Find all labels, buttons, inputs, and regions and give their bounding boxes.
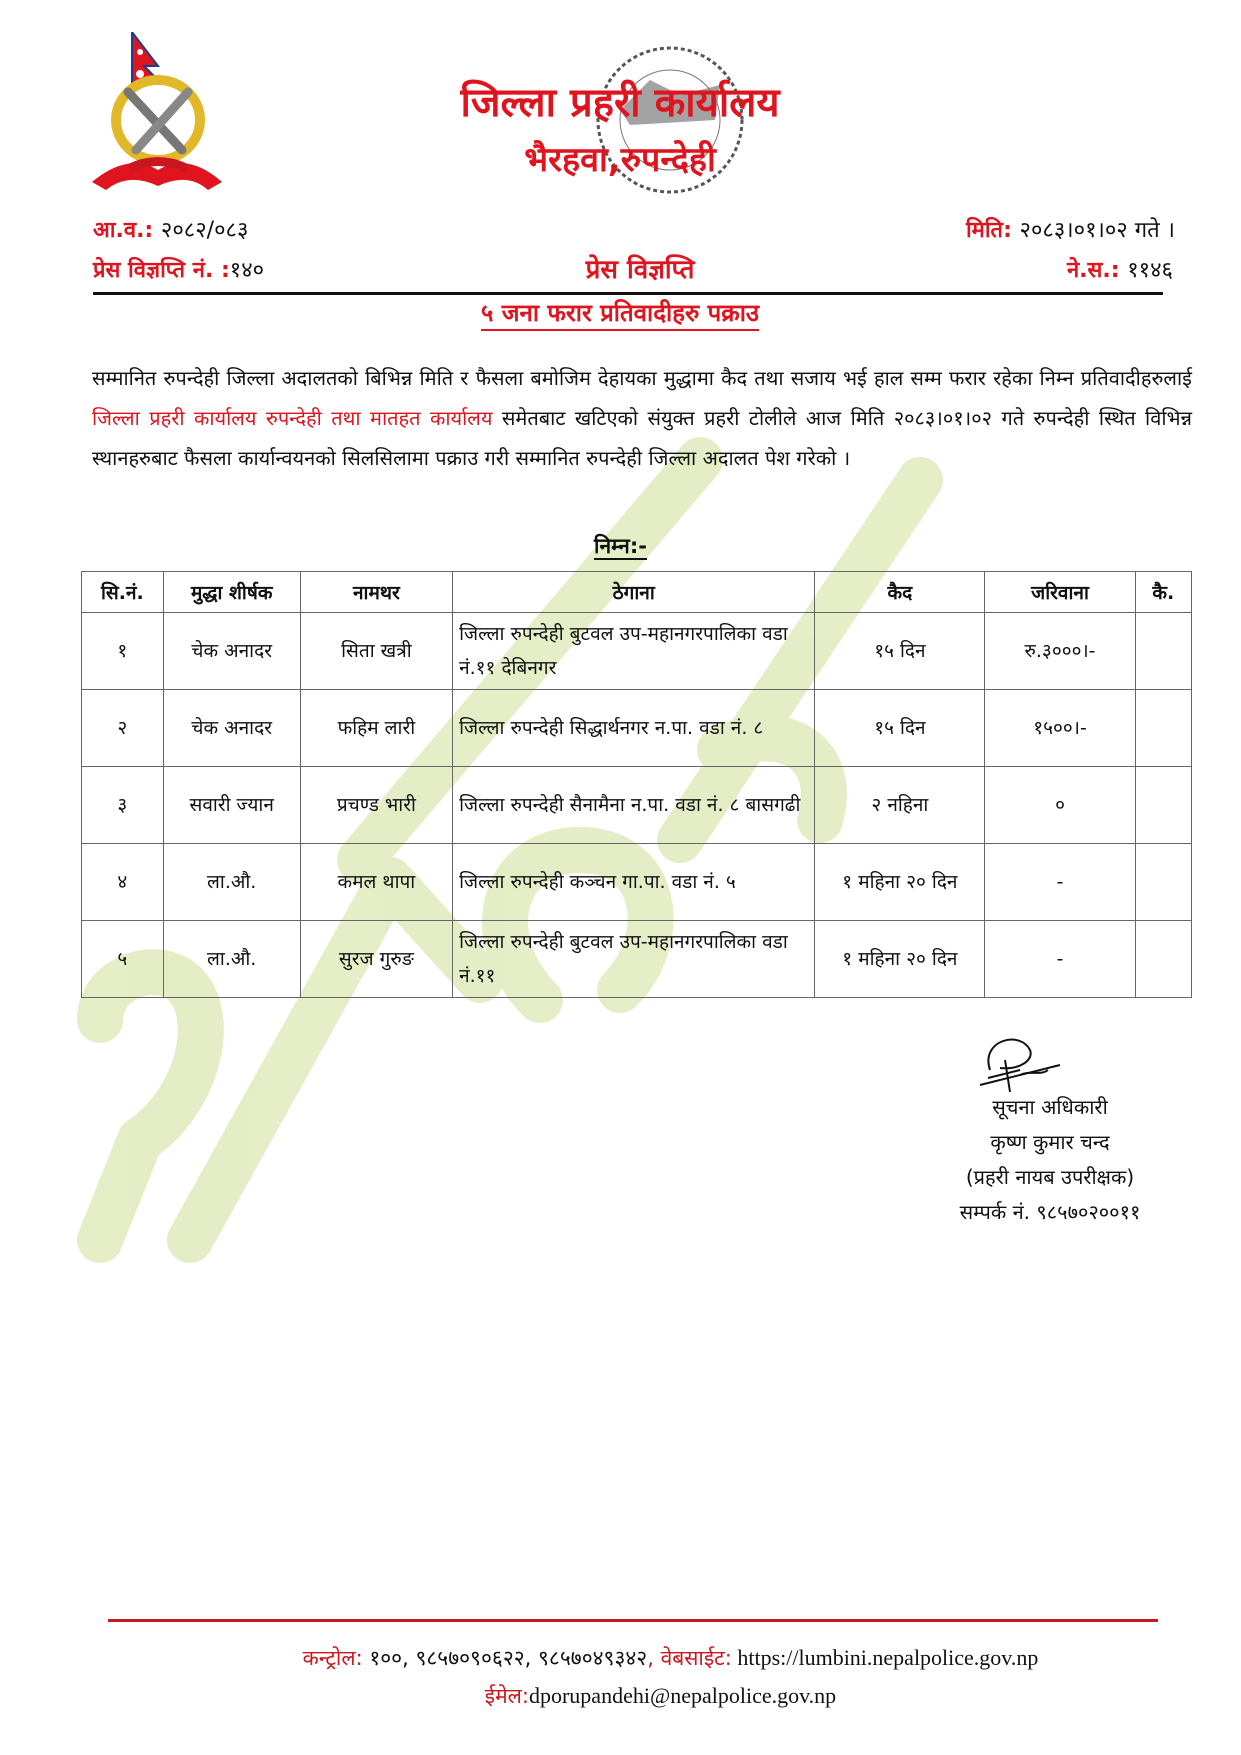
- col-header-address: ठेगाना: [453, 572, 815, 613]
- cell-address: जिल्ला रुपन्देही सैनामैना न.पा. वडा नं. ८ बासगढी: [453, 767, 815, 844]
- table-row: [82, 921, 1192, 998]
- body-part-2: समेतबाट खटिएको संयुक्त प्रहरी टोलीले आज मिति २०८३।०१।०२ गते रुपन्देही स्थित विभिन्न स्थानहरुबाट फैसला कार्यान्वयनको सिलसिलामा पक्राउ गरी सम्मानित रुपन्देही जिल्ला अदालत पेश गरेको ।: [92, 406, 1192, 470]
- subject-heading: [300, 296, 940, 329]
- cell-fine: ०: [985, 767, 1135, 844]
- table-row: [82, 690, 1192, 767]
- col-header-name: नामथर: [300, 572, 452, 613]
- cell-name: सिता खत्री: [300, 613, 452, 690]
- cell-address: जिल्ला रुपन्देही कञ्चन गा.पा. वडा नं. ५: [453, 844, 815, 921]
- cell-remarks: [1135, 613, 1191, 690]
- table-row: [82, 613, 1192, 690]
- arrest-table: [81, 571, 1192, 998]
- subject-text: ५ जना फरार प्रतिवादीहरु पक्राउ: [481, 299, 759, 331]
- table-row: [82, 767, 1192, 844]
- nepal-sambat-line: [1067, 254, 1173, 284]
- cell-case: ला.औ.: [163, 844, 300, 921]
- office-title: जिल्ला प्रहरी कार्यालय: [460, 80, 780, 126]
- cell-name: फहिम लारी: [300, 690, 452, 767]
- header-divider: [93, 292, 1163, 295]
- table-row: [82, 844, 1192, 921]
- fiscal-year-value: २०८२/०८३: [160, 218, 249, 243]
- col-header-sn: सि.नं.: [82, 572, 164, 613]
- press-release-number: [93, 254, 264, 284]
- fiscal-year: [93, 214, 248, 244]
- cell-name: प्रचण्ड भारी: [300, 767, 452, 844]
- signature-icon: [960, 1030, 1080, 1100]
- signatory-name: कृष्ण कुमार चन्द: [990, 1130, 1110, 1154]
- cell-imprisonment: १ महिना २० दिन: [815, 921, 985, 998]
- cell-address: जिल्ला रुपन्देही सिद्धार्थनगर न.पा. वडा नं. ८: [453, 690, 815, 767]
- date-label: मिति:: [965, 218, 1012, 243]
- footer-contact-line: [0, 1644, 1241, 1672]
- cell-imprisonment: २ नहिना: [815, 767, 985, 844]
- press-no-label: प्रेस विज्ञप्ति नं. :: [93, 258, 230, 283]
- cell-fine: -: [985, 844, 1135, 921]
- list-heading-text: निम्न:-: [594, 534, 647, 558]
- email-label: ईमेल:: [484, 1684, 529, 1708]
- cell-remarks: [1135, 690, 1191, 767]
- cell-sn: ५: [82, 921, 164, 998]
- cell-sn: १: [82, 613, 164, 690]
- col-header-case: मुद्धा शीर्षक: [163, 572, 300, 613]
- nepal-police-emblem-icon: [88, 32, 226, 192]
- cell-address: जिल्ला रुपन्देही बुटवल उप-महानगरपालिका वडा नं.११: [453, 921, 815, 998]
- cell-imprisonment: १ महिना २० दिन: [815, 844, 985, 921]
- cell-case: चेक अनादर: [163, 690, 300, 767]
- fiscal-year-label: आ.व.:: [93, 218, 154, 243]
- cell-fine: रु.३०००।-: [985, 613, 1135, 690]
- cell-remarks: [1135, 921, 1191, 998]
- control-numbers: १००, ९८५७०९०६२२, ९८५७०४९३४२: [362, 1646, 648, 1670]
- cell-fine: -: [985, 921, 1135, 998]
- cell-remarks: [1135, 767, 1191, 844]
- footer-divider: [108, 1619, 1158, 1622]
- ns-label: ने.स.:: [1066, 258, 1120, 283]
- cell-sn: ४: [82, 844, 164, 921]
- website-link[interactable]: https://lumbini.nepalpolice.gov.np: [731, 1645, 1039, 1670]
- email-link[interactable]: dporupandehi@nepalpolice.gov.np: [528, 1683, 837, 1708]
- body-paragraph: [92, 358, 1192, 478]
- cell-case: सवारी ज्यान: [163, 767, 300, 844]
- cell-case: ला.औ.: [163, 921, 300, 998]
- cell-name: सुरज गुरुङ: [300, 921, 452, 998]
- date-line: [966, 214, 1175, 244]
- cell-sn: २: [82, 690, 164, 767]
- signatory-rank: (प्रहरी नायब उपरीक्षक): [965, 1165, 1135, 1189]
- office-location: भैरहवा,रुपन्देही: [524, 140, 716, 180]
- control-label: कन्ट्रोल:: [302, 1646, 363, 1670]
- col-header-remarks: कै.: [1135, 572, 1191, 613]
- signatory-title: सूचना अधिकारी: [992, 1095, 1108, 1119]
- website-label: , वेबसाईट:: [647, 1646, 732, 1670]
- press-release-heading: प्रेस विज्ञप्ति: [585, 255, 695, 285]
- cell-case: चेक अनादर: [163, 613, 300, 690]
- cell-imprisonment: १५ दिन: [815, 613, 985, 690]
- signatory-contact: सम्पर्क नं. ९८५७०२००११: [959, 1200, 1141, 1224]
- body-highlight: जिल्ला प्रहरी कार्यालय रुपन्देही तथा मातहत कार्यालय: [92, 406, 493, 430]
- col-header-fine: जरिवाना: [985, 572, 1135, 613]
- cell-name: कमल थापा: [300, 844, 452, 921]
- cell-fine: १५००।-: [985, 690, 1135, 767]
- cell-sn: ३: [82, 767, 164, 844]
- table-header-row: [82, 572, 1192, 613]
- body-part-1: सम्मानित रुपन्देही जिल्ला अदालतको बिभिन्न मिति र फैसला बमोजिम देहायका मुद्धामा कैद तथा सजाय भई हाल सम्म फरार रहेका निम्न प्रतिवादीहरुलाई: [92, 366, 1192, 390]
- list-heading: [0, 532, 1241, 560]
- press-no-value: १४०: [229, 258, 265, 283]
- col-header-imprisonment: कैद: [815, 572, 985, 613]
- cell-address: जिल्ला रुपन्देही बुटवल उप-महानगरपालिका वडा नं.११ देबिनगर: [453, 613, 815, 690]
- date-value: २०८३।०१।०२ गते ।: [1019, 218, 1175, 243]
- cell-imprisonment: १५ दिन: [815, 690, 985, 767]
- cell-remarks: [1135, 844, 1191, 921]
- ns-value: ११४६: [1127, 258, 1173, 283]
- footer-email-line: [0, 1682, 1241, 1710]
